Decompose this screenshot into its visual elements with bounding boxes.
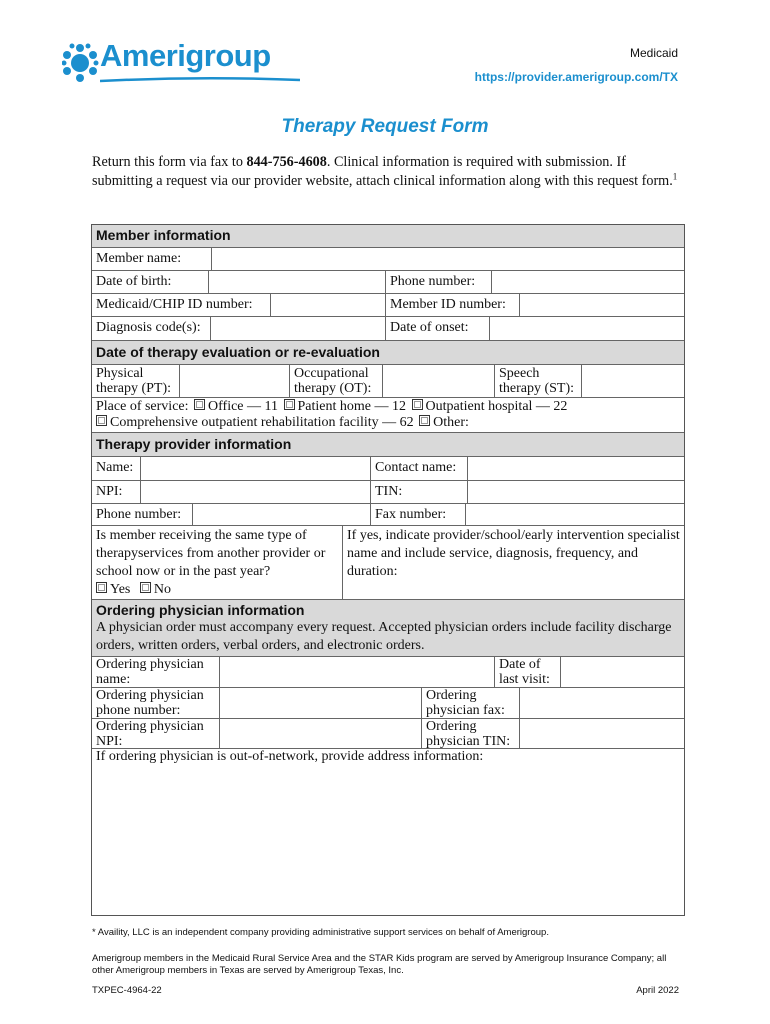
physician-phone-label: [92, 688, 219, 718]
onset-input[interactable]: [489, 317, 684, 340]
program-label: Medicaid: [629, 46, 678, 60]
physician-tin-label-line1: Ordering: [426, 719, 477, 734]
outpatient-hospital-checkbox[interactable]: [412, 399, 423, 410]
footnote-ref: 1: [672, 170, 678, 181]
st-label-line2: therapy (ST):: [499, 381, 575, 396]
intro-post: . Clinical information is required with submission. If submitting a request via our provider website, attach clinical information along with this request form.: [92, 154, 673, 189]
physician-name-row: [92, 656, 684, 687]
last-visit-label-line1: Date of: [499, 657, 541, 672]
physician-section: [92, 599, 684, 656]
st-date-input[interactable]: [581, 365, 684, 397]
physician-fax-label: [421, 688, 519, 718]
physician-section-heading: Ordering physician information: [96, 602, 305, 618]
provider-fax-input[interactable]: [465, 504, 684, 525]
patient-home-option: Patient home — 12: [297, 399, 406, 414]
pt-label-line1: Physical: [96, 366, 144, 381]
yes-checkbox[interactable]: [96, 582, 107, 593]
medicaid-id-row: [92, 293, 684, 316]
medicaid-id-label: Medicaid/CHIP ID number:: [96, 297, 253, 312]
diagnosis-input[interactable]: [210, 317, 385, 340]
comprehensive-option: Comprehensive outpatient rehabilitation facility — 62: [110, 415, 414, 430]
patient-home-checkbox[interactable]: [284, 399, 295, 410]
yes-label: Yes: [110, 582, 131, 597]
logo-text: Amerigroup: [100, 38, 271, 73]
other-option: Other:: [433, 415, 469, 430]
form-date: April 2022: [636, 985, 679, 996]
other-checkbox[interactable]: [419, 415, 430, 426]
footnote-availity: * Availity, LLC is an independent company providing administrative support services on behalf of Amerigroup.: [92, 927, 549, 938]
last-visit-input[interactable]: [560, 657, 684, 687]
physician-name-label-line2: name:: [96, 672, 131, 687]
dob-input[interactable]: [208, 271, 385, 293]
pt-label: [92, 365, 179, 397]
provider-name-input[interactable]: [140, 457, 370, 480]
physician-fax-label-line1: Ordering: [426, 688, 477, 703]
physician-fax-label-line2: physician fax:: [426, 703, 505, 718]
place-of-service-label: Place of service:: [96, 399, 189, 414]
member-id-label: Member ID number:: [385, 294, 519, 316]
provider-url-link[interactable]: https://provider.amerigroup.com/TX: [474, 70, 678, 84]
member-id-input[interactable]: [519, 294, 684, 316]
amerigroup-logo: [62, 38, 292, 84]
provider-npi-label: NPI:: [96, 484, 123, 499]
therapy-request-form: [91, 224, 685, 916]
physician-tin-input[interactable]: [519, 719, 684, 748]
physician-phone-input[interactable]: [219, 688, 421, 718]
physician-fax-input[interactable]: [519, 688, 684, 718]
provider-name-row: [92, 456, 684, 480]
last-visit-label-line2: last visit:: [499, 672, 550, 687]
ot-date-input[interactable]: [382, 365, 494, 397]
st-label-line1: Speech: [499, 366, 540, 381]
ot-label-line2: therapy (OT):: [294, 381, 372, 396]
out-of-network-label: If ordering physician is out-of-network, provide address information:: [96, 749, 484, 764]
physician-name-label: [92, 657, 219, 687]
same-therapy-text: Is member receiving the same type of therapyservices from another provider or school now or in the past year?: [96, 528, 326, 579]
out-of-network-address-field[interactable]: [92, 748, 684, 915]
physician-tin-label-line2: physician TIN:: [426, 734, 511, 749]
physician-npi-label: [92, 719, 219, 748]
provider-npi-input[interactable]: [140, 481, 370, 503]
provider-section-heading: Therapy provider information: [92, 432, 684, 456]
provider-name-label: Name:: [96, 460, 134, 475]
intro-text: [92, 153, 682, 190]
ot-label: [289, 365, 382, 397]
outpatient-hospital-option: Outpatient hospital — 22: [425, 399, 568, 414]
provider-phone-row: [92, 503, 684, 525]
no-label: No: [153, 582, 171, 597]
provider-tin-input[interactable]: [467, 481, 684, 503]
place-of-service-row: [92, 397, 684, 432]
provider-phone-input[interactable]: [192, 504, 370, 525]
ot-label-line1: Occupational: [294, 366, 369, 381]
dob-label: Date of birth:: [96, 274, 172, 289]
member-name-label: Member name:: [96, 251, 182, 266]
footnote-members: Amerigroup members in the Medicaid Rural Service Area and the STAR Kids program are served by Amerigroup Insurance Company; all other Amerigroup members in Texas are served by Amerigroup Texas, Inc.: [92, 953, 667, 976]
physician-order-note: A physician order must accompany every request. Accepted physician orders include facility discharge orders, written orders, verbal orders, and electronic orders.: [96, 620, 672, 653]
office-option: Office — 11: [208, 399, 278, 414]
page-title: Therapy Request Form: [281, 116, 489, 137]
physician-tin-label: [421, 719, 519, 748]
npi-row: [92, 480, 684, 503]
contact-name-input[interactable]: [467, 457, 684, 480]
member-phone-input[interactable]: [491, 271, 684, 293]
member-phone-label: Phone number:: [385, 271, 491, 293]
physician-name-input[interactable]: [219, 657, 494, 687]
dob-row: [92, 270, 684, 293]
fax-number: 844-756-4608: [246, 154, 327, 170]
contact-name-label: Contact name:: [370, 457, 467, 480]
provider-phone-label: Phone number:: [96, 507, 182, 522]
member-section-heading: Member information: [92, 225, 684, 247]
intro-pre: Return this form via fax to: [92, 154, 247, 170]
member-name-row: [92, 247, 684, 270]
evaluation-section-heading: Date of therapy evaluation or re-evaluation: [92, 340, 684, 364]
member-name-input[interactable]: [211, 248, 684, 270]
physician-phone-row: [92, 687, 684, 718]
physician-name-label-line1: Ordering physician: [96, 657, 204, 672]
medicaid-id-input[interactable]: [270, 294, 385, 316]
physician-npi-input[interactable]: [219, 719, 421, 748]
provider-tin-label: TIN:: [370, 481, 467, 503]
physician-npi-row: [92, 718, 684, 748]
st-label: [494, 365, 581, 397]
physician-npi-label-line2: NPI:: [96, 734, 123, 749]
physician-npi-label-line1: Ordering physician: [96, 719, 204, 734]
no-checkbox[interactable]: [140, 582, 151, 593]
pt-date-input[interactable]: [179, 365, 289, 397]
if-yes-details-field[interactable]: [342, 526, 684, 599]
physician-phone-label-line1: Ordering physician: [96, 688, 204, 703]
yes-no-options: [96, 581, 338, 599]
last-visit-label: [494, 657, 560, 687]
diagnosis-row: [92, 316, 684, 340]
form-code: TXPEC-4964-22: [92, 985, 162, 996]
amerigroup-logo-icon: [62, 42, 100, 84]
pt-label-line2: therapy (PT):: [96, 381, 172, 396]
comprehensive-checkbox[interactable]: [96, 415, 107, 426]
if-yes-text: If yes, indicate provider/school/early intervention specialist name and include service, diagnosis, frequency, and duration:: [347, 528, 680, 579]
diagnosis-label: Diagnosis code(s):: [96, 320, 201, 335]
provider-fax-label: Fax number:: [370, 504, 465, 525]
physician-phone-label-line2: phone number:: [96, 703, 181, 718]
office-checkbox[interactable]: [194, 399, 205, 410]
evaluation-row: [92, 364, 684, 397]
logo-swoosh-icon: [100, 76, 300, 84]
same-therapy-row: [92, 525, 684, 599]
same-therapy-question: [92, 526, 342, 599]
place-of-service-line2: [96, 414, 469, 432]
onset-label: Date of onset:: [385, 317, 489, 340]
